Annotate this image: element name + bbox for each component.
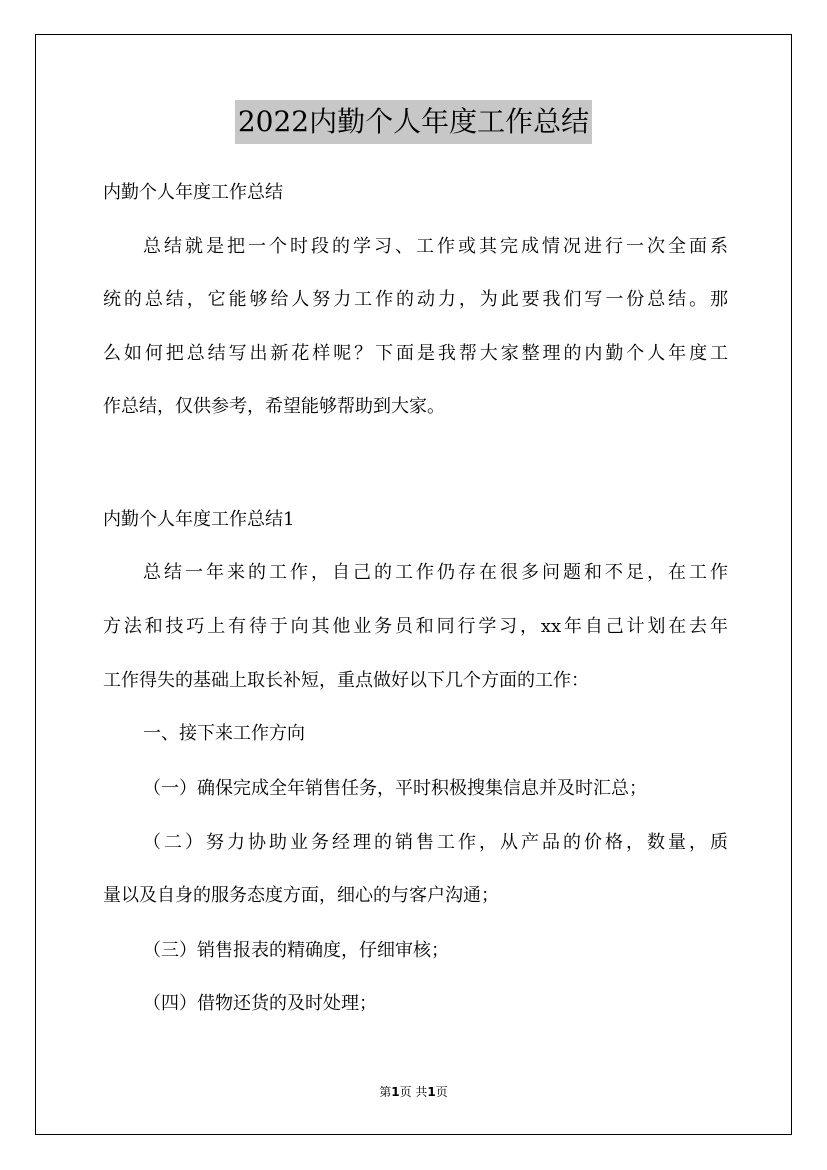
body-line-9: （四）借物还货的及时处理；: [143, 993, 377, 1014]
body-line-6: （二）努力协助业务经理的销售工作，从产品的价格，数量，质: [143, 832, 728, 853]
page-footer: [0, 1083, 827, 1100]
footer-page-total: 1: [427, 1085, 436, 1099]
document-title: 2022内勤个人年度工作总结: [235, 100, 592, 144]
footer-page-current: 1: [391, 1085, 400, 1099]
footer-page-mid: 页 共: [399, 1085, 428, 1099]
title-container: [0, 100, 827, 144]
intro-line-1: 总结就是把一个时段的学习、工作或其完成情况进行一次全面系: [143, 236, 728, 257]
body-line-3: 工作得失的基础上取长补短，重点做好以下几个方面的工作：: [103, 670, 589, 691]
body-line-5: （一）确保完成全年销售任务，平时积极搜集信息并及时汇总；: [143, 778, 647, 799]
intro-line-4: 作总结，仅供参考，希望能够帮助到大家。: [103, 396, 445, 417]
footer-page-suffix: 页: [435, 1085, 448, 1099]
footer-page-prefix: 第: [379, 1085, 392, 1099]
intro-line-2: 统的总结，它能够给人努力工作的动力，为此要我们写一份总结。那: [103, 289, 728, 310]
body-line-2: 方法和技巧上有待于向其他业务员和同行学习，xx年自己计划在去年: [103, 616, 728, 637]
intro-line-3: 么如何把总结写出新花样呢？下面是我帮大家整理的内勤个人年度工: [103, 343, 728, 364]
section-heading: 内勤个人年度工作总结1: [103, 509, 295, 530]
body-line-7: 量以及自身的服务态度方面，细心的与客户沟通；: [103, 885, 499, 906]
document-subtitle: 内勤个人年度工作总结: [103, 182, 283, 203]
body-line-8: （三）销售报表的精确度，仔细审核；: [143, 940, 449, 961]
body-line-1: 总结一年来的工作，自己的工作仍存在很多问题和不足，在工作: [143, 562, 728, 583]
body-line-4: 一、接下来工作方向: [143, 723, 305, 744]
